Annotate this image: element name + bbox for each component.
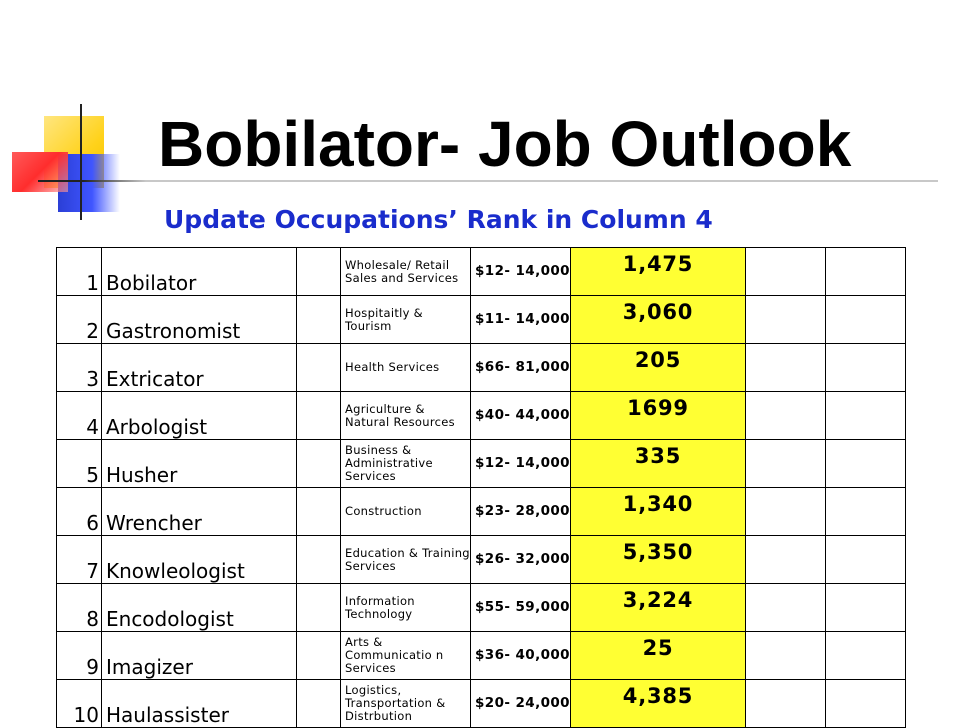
empty-cell xyxy=(826,680,906,728)
rank-cell: 1 xyxy=(57,248,102,296)
job-openings-cell: 1,475 xyxy=(571,248,746,296)
salary-range-cell: $66- 81,000 xyxy=(471,344,571,392)
job-openings-cell: 205 xyxy=(571,344,746,392)
job-outlook-table xyxy=(56,247,906,728)
occupation-name-cell: Encodologist xyxy=(102,584,297,632)
salary-range-cell: $26- 32,000 xyxy=(471,536,571,584)
occupation-name-cell: Imagizer xyxy=(102,632,297,680)
empty-cell xyxy=(297,296,341,344)
empty-cell xyxy=(826,344,906,392)
slide-subtitle: Update Occupations’ Rank in Column 4 xyxy=(164,205,713,234)
table-row xyxy=(57,584,906,632)
empty-cell xyxy=(746,680,826,728)
job-openings-cell: 4,385 xyxy=(571,680,746,728)
empty-cell xyxy=(746,488,826,536)
empty-cell xyxy=(746,344,826,392)
empty-cell xyxy=(297,488,341,536)
table-row xyxy=(57,344,906,392)
empty-cell xyxy=(297,248,341,296)
career-cluster-cell: Logistics, Transportation & Distrbution xyxy=(341,680,471,728)
career-cluster-cell: Construction xyxy=(341,488,471,536)
empty-cell xyxy=(297,440,341,488)
rank-cell: 2 xyxy=(57,296,102,344)
empty-cell xyxy=(826,392,906,440)
empty-cell xyxy=(826,440,906,488)
empty-cell xyxy=(746,584,826,632)
rank-cell: 10 xyxy=(57,680,102,728)
salary-range-cell: $12- 14,000 xyxy=(471,248,571,296)
occupation-name-cell: Haulassister xyxy=(102,680,297,728)
table-row xyxy=(57,248,906,296)
table-row xyxy=(57,632,906,680)
career-cluster-cell: Education & Training Services xyxy=(341,536,471,584)
salary-range-cell: $20- 24,000 xyxy=(471,680,571,728)
rank-cell: 5 xyxy=(57,440,102,488)
empty-cell xyxy=(826,536,906,584)
empty-cell xyxy=(746,392,826,440)
empty-cell xyxy=(826,248,906,296)
occupation-name-cell: Arbologist xyxy=(102,392,297,440)
salary-range-cell: $55- 59,000 xyxy=(471,584,571,632)
career-cluster-cell: Business & Administrative Services xyxy=(341,440,471,488)
occupation-name-cell: Knowleologist xyxy=(102,536,297,584)
job-openings-cell: 335 xyxy=(571,440,746,488)
career-cluster-cell: Health Services xyxy=(341,344,471,392)
empty-cell xyxy=(297,632,341,680)
salary-range-cell: $40- 44,000 xyxy=(471,392,571,440)
table-row xyxy=(57,440,906,488)
empty-cell xyxy=(746,248,826,296)
empty-cell xyxy=(297,392,341,440)
table-row xyxy=(57,680,906,728)
career-cluster-cell: Information Technology xyxy=(341,584,471,632)
rank-cell: 6 xyxy=(57,488,102,536)
job-openings-cell: 1699 xyxy=(571,392,746,440)
table-row xyxy=(57,392,906,440)
empty-cell xyxy=(297,680,341,728)
table-row xyxy=(57,536,906,584)
decorative-red-square xyxy=(12,152,68,192)
empty-cell xyxy=(826,632,906,680)
career-cluster-cell: Arts & Communicatio n Services xyxy=(341,632,471,680)
rank-cell: 9 xyxy=(57,632,102,680)
empty-cell xyxy=(746,440,826,488)
slide-title: Bobilator- Job Outlook xyxy=(158,108,852,180)
table-row xyxy=(57,488,906,536)
job-table-body xyxy=(57,248,906,728)
table-row xyxy=(57,296,906,344)
empty-cell xyxy=(746,296,826,344)
empty-cell xyxy=(297,536,341,584)
empty-cell xyxy=(826,296,906,344)
occupation-name-cell: Gastronomist xyxy=(102,296,297,344)
rank-cell: 4 xyxy=(57,392,102,440)
occupation-name-cell: Husher xyxy=(102,440,297,488)
career-cluster-cell: Hospitaitly & Tourism xyxy=(341,296,471,344)
career-cluster-cell: Wholesale/ Retail Sales and Services xyxy=(341,248,471,296)
empty-cell xyxy=(746,536,826,584)
occupation-name-cell: Extricator xyxy=(102,344,297,392)
empty-cell xyxy=(826,488,906,536)
salary-range-cell: $36- 40,000 xyxy=(471,632,571,680)
job-openings-cell: 3,224 xyxy=(571,584,746,632)
job-openings-cell: 1,340 xyxy=(571,488,746,536)
job-openings-cell: 25 xyxy=(571,632,746,680)
empty-cell xyxy=(826,584,906,632)
decorative-vertical-line xyxy=(80,104,82,220)
salary-range-cell: $23- 28,000 xyxy=(471,488,571,536)
salary-range-cell: $11- 14,000 xyxy=(471,296,571,344)
empty-cell xyxy=(746,632,826,680)
rank-cell: 3 xyxy=(57,344,102,392)
occupation-name-cell: Bobilator xyxy=(102,248,297,296)
empty-cell xyxy=(297,344,341,392)
occupation-name-cell: Wrencher xyxy=(102,488,297,536)
rank-cell: 8 xyxy=(57,584,102,632)
salary-range-cell: $12- 14,000 xyxy=(471,440,571,488)
rank-cell: 7 xyxy=(57,536,102,584)
job-openings-cell: 5,350 xyxy=(571,536,746,584)
career-cluster-cell: Agriculture & Natural Resources xyxy=(341,392,471,440)
empty-cell xyxy=(297,584,341,632)
job-openings-cell: 3,060 xyxy=(571,296,746,344)
